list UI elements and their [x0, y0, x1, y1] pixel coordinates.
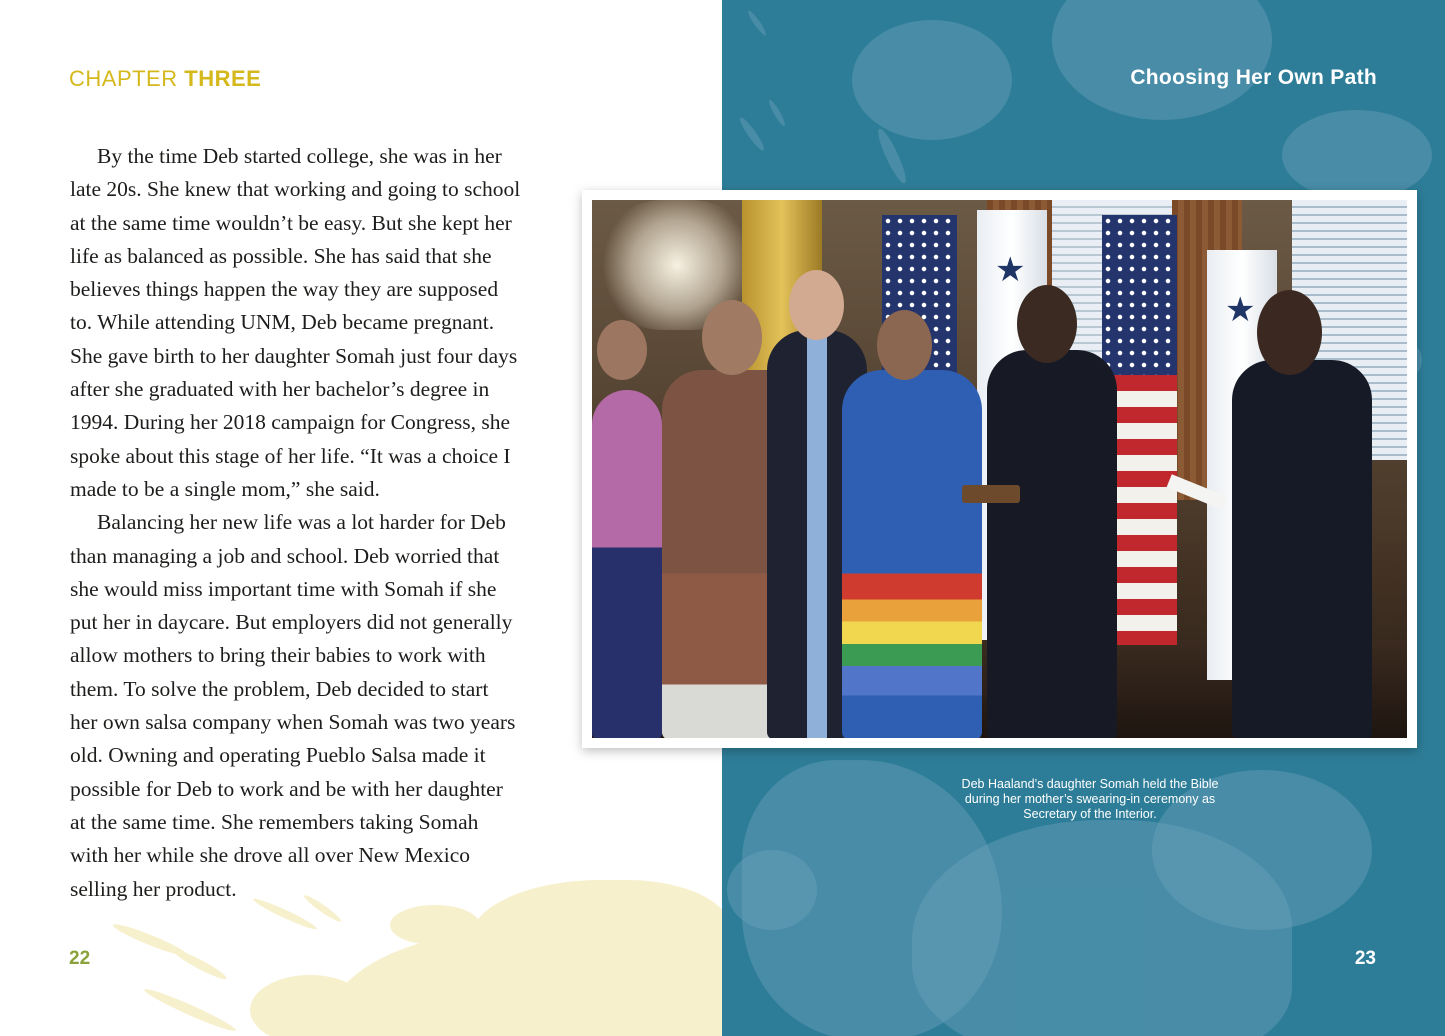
text-line: at the same time wouldn’t be easy. But she kept her [70, 210, 512, 235]
text-line: 1994. During her 2018 campaign for Congress, she [70, 410, 511, 435]
text-line: Balancing her new life was a lot harder for Deb [97, 510, 506, 535]
paragraph-1 [70, 140, 542, 506]
text-line: allow mothers to bring their babies to work with [70, 643, 486, 668]
swearing-in-photo [592, 200, 1407, 738]
chapter-label-light: CHAPTER [69, 66, 185, 91]
text-line: them. To solve the problem, Deb decided to start [70, 676, 489, 701]
page-number-right: 23 [1354, 948, 1376, 969]
running-head: Choosing Her Own Path [1130, 66, 1377, 89]
paragraph-2 [70, 506, 542, 906]
text-line: her own salsa company when Somah was two years [70, 710, 516, 735]
somah-figure [987, 350, 1117, 738]
text-line: believes things happen the way they are supposed [70, 277, 499, 302]
caption-line: Secretary of the Interior. [1023, 807, 1157, 821]
text-line: than managing a job and school. Deb worried that [70, 543, 500, 568]
chapter-heading [69, 66, 261, 92]
text-line: life as balanced as possible. She has said that she [70, 243, 492, 268]
photo-caption [905, 777, 1275, 822]
text-line: late 20s. She knew that working and going to school [70, 177, 521, 202]
text-line: possible for Deb to work and be with her daughter [70, 776, 503, 801]
chapter-label-bold: THREE [184, 66, 262, 91]
bible [962, 485, 1020, 503]
text-line: old. Owning and operating Pueblo Salsa made it [70, 743, 486, 768]
caption-line: Deb Haaland’s daughter Somah held the Bible [961, 777, 1219, 791]
text-line: spoke about this stage of her life. “It was a choice I [70, 443, 511, 468]
text-line: put her in daycare. But employers did not generally [70, 610, 513, 635]
text-line: to. While attending UNM, Deb became pregnant. [70, 310, 495, 335]
body-text [70, 140, 542, 906]
photo-frame [582, 190, 1417, 748]
text-line: made to be a single mom,” she said. [70, 476, 380, 501]
deb-haaland-figure [842, 370, 982, 738]
caption-line: during her mother’s swearing-in ceremony as [964, 792, 1216, 806]
page-number-left: 22 [69, 948, 91, 969]
text-line: She gave birth to her daughter Somah just four days [70, 343, 518, 368]
text-line: after she graduated with her bachelor’s degree in [70, 377, 490, 402]
text-line: selling her product. [70, 876, 237, 901]
text-line: she would miss important time with Somah if she [70, 576, 497, 601]
text-line: at the same time. She remembers taking Somah [70, 809, 479, 834]
text-line: By the time Deb started college, she was in her [97, 144, 502, 168]
text-line: with her while she drove all over New Mexico [70, 843, 471, 868]
